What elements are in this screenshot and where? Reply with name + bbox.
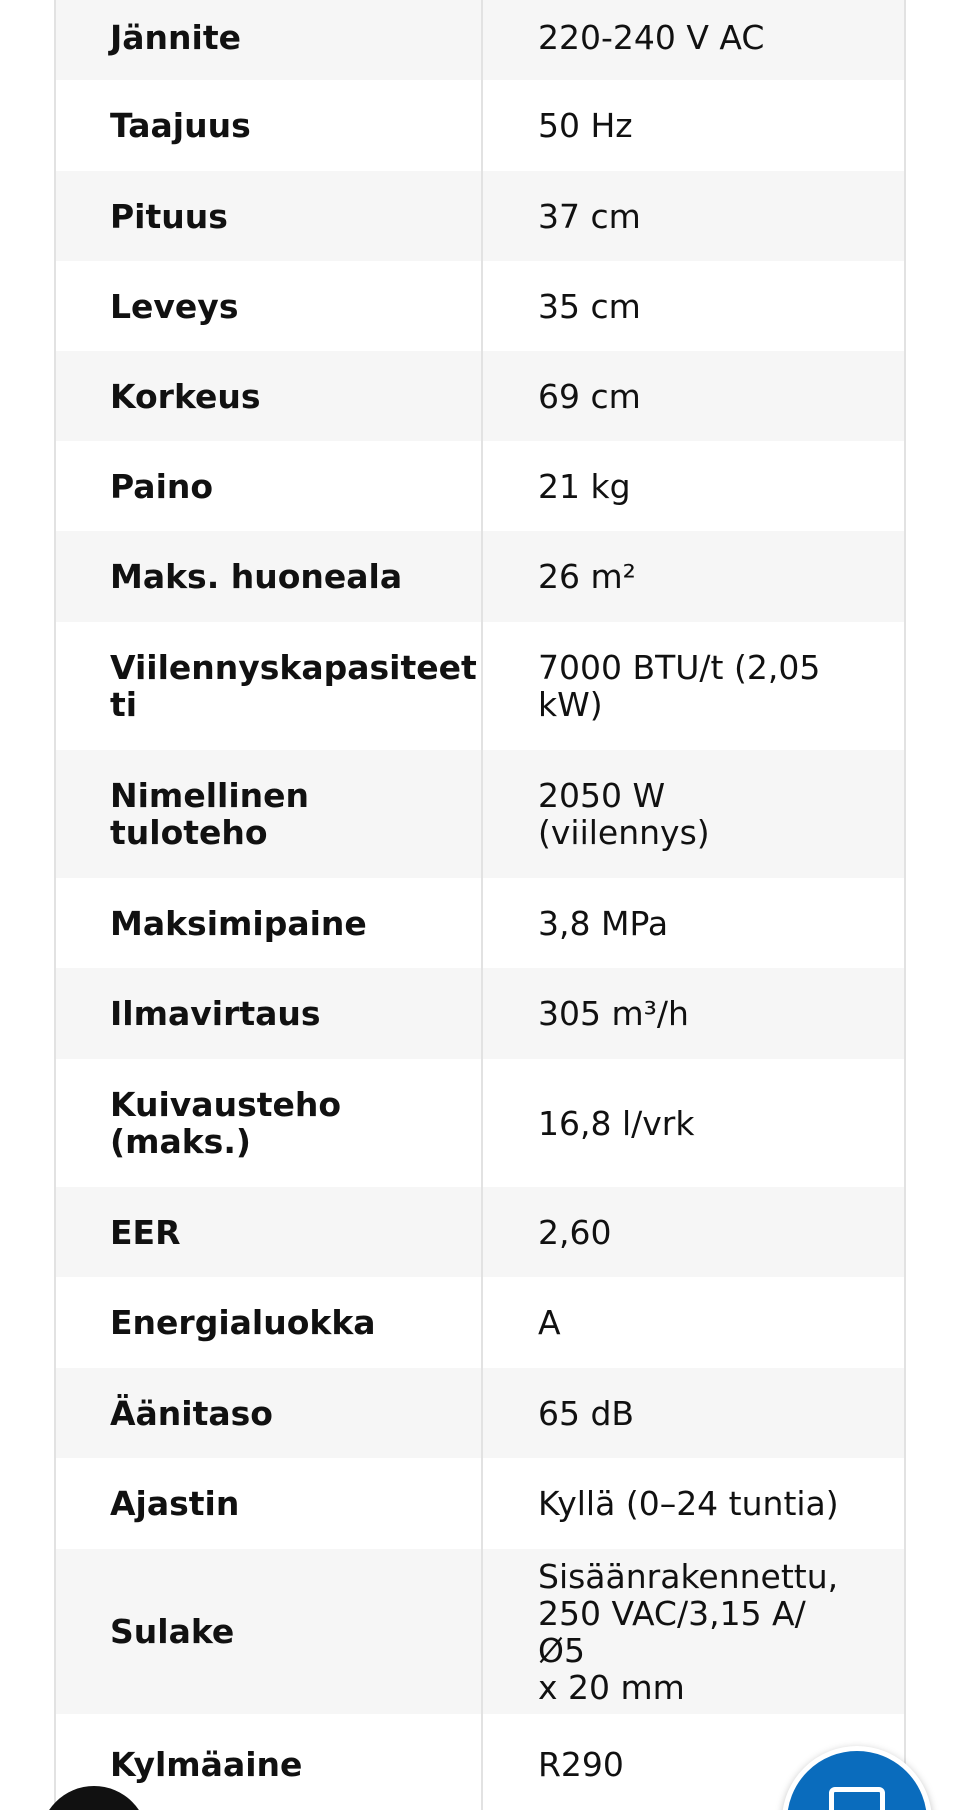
spec-value-line: Kyllä (0–24 tuntia) bbox=[538, 1484, 839, 1523]
spec-row bbox=[56, 968, 904, 1059]
spec-label bbox=[56, 878, 483, 968]
spec-value-line: 35 cm bbox=[538, 286, 641, 326]
spec-row bbox=[56, 1714, 904, 1810]
spec-row bbox=[56, 1059, 904, 1187]
spec-value-line: 305 m³/h bbox=[538, 994, 689, 1033]
spec-row bbox=[56, 622, 904, 750]
spec-label bbox=[56, 1059, 483, 1187]
spec-label-line: Kuivausteho bbox=[110, 1085, 342, 1124]
spec-value-line: 65 dB bbox=[538, 1393, 635, 1433]
spec-row bbox=[56, 351, 904, 441]
spec-value-line: 69 cm bbox=[538, 376, 641, 416]
spec-label-line: Korkeus bbox=[110, 376, 261, 416]
spec-value bbox=[483, 558, 904, 595]
spec-label-line: Kylmäaine bbox=[110, 1744, 303, 1784]
spec-value-line: 50 Hz bbox=[538, 106, 633, 145]
spec-value-line: x 20 mm bbox=[538, 1667, 685, 1707]
spec-row bbox=[56, 261, 904, 351]
spec-value bbox=[483, 198, 904, 235]
spec-value-line: 37 cm bbox=[538, 196, 641, 236]
spec-value bbox=[483, 1558, 904, 1706]
spec-label bbox=[56, 1277, 483, 1368]
spec-row bbox=[56, 171, 904, 261]
spec-row bbox=[56, 1368, 904, 1458]
spec-value-line: 26 m² bbox=[538, 557, 636, 596]
spec-label-line: tuloteho bbox=[110, 813, 268, 852]
spec-value bbox=[483, 19, 904, 56]
spec-label-line: (maks.) bbox=[110, 1122, 251, 1161]
spec-table bbox=[54, 0, 906, 1810]
spec-value-line: 3,8 MPa bbox=[538, 903, 669, 943]
spec-label bbox=[56, 622, 483, 750]
spec-value-line: 2050 W (viilennys) bbox=[538, 776, 710, 852]
spec-label bbox=[56, 750, 483, 878]
spec-label bbox=[56, 531, 483, 622]
spec-label-line: Taajuus bbox=[110, 106, 251, 145]
spec-value bbox=[483, 905, 904, 942]
spec-label bbox=[56, 1368, 483, 1458]
spec-label bbox=[56, 351, 483, 441]
spec-value bbox=[483, 1105, 904, 1142]
spec-row bbox=[56, 1549, 904, 1714]
spec-label-line: Maks. huoneala bbox=[110, 557, 403, 596]
spec-value bbox=[483, 777, 904, 851]
spec-row bbox=[56, 0, 904, 80]
spec-label bbox=[56, 171, 483, 261]
spec-row bbox=[56, 80, 904, 171]
spec-label-line: Äänitaso bbox=[110, 1393, 273, 1433]
chat-bubble-icon bbox=[829, 1787, 885, 1810]
spec-value bbox=[483, 288, 904, 325]
spec-row bbox=[56, 1458, 904, 1549]
spec-label bbox=[56, 261, 483, 351]
spec-row bbox=[56, 531, 904, 622]
spec-row bbox=[56, 1277, 904, 1368]
spec-label bbox=[56, 1187, 483, 1277]
spec-label-line: Paino bbox=[110, 466, 214, 506]
spec-value bbox=[483, 1395, 904, 1432]
spec-row bbox=[56, 878, 904, 968]
spec-label bbox=[56, 1458, 483, 1549]
spec-row bbox=[56, 441, 904, 531]
spec-label-line: Ajastin bbox=[110, 1484, 240, 1523]
spec-label-line: ti bbox=[110, 685, 138, 724]
spec-value-line: 16,8 l/vrk bbox=[538, 1103, 695, 1143]
spec-value bbox=[483, 378, 904, 415]
spec-label bbox=[56, 0, 483, 80]
spec-row bbox=[56, 750, 904, 878]
spec-value bbox=[483, 1485, 904, 1522]
spec-label-line: Sulake bbox=[110, 1612, 235, 1651]
spec-label bbox=[56, 1549, 483, 1714]
spec-value-line: 250 VAC/3,15 A/ Ø5 bbox=[538, 1593, 806, 1670]
spec-label-line: Viilennyskapasiteet bbox=[110, 648, 477, 687]
spec-label bbox=[56, 80, 483, 171]
spec-label-line: Nimellinen bbox=[110, 776, 309, 815]
spec-value bbox=[483, 1304, 904, 1341]
spec-label bbox=[56, 441, 483, 531]
spec-value-line: 220-240 V AC bbox=[538, 18, 765, 57]
spec-value bbox=[483, 468, 904, 505]
spec-value-line: Sisäänrakennettu, bbox=[538, 1556, 839, 1596]
spec-value bbox=[483, 1214, 904, 1251]
spec-value-line: kW) bbox=[538, 685, 603, 724]
spec-value bbox=[483, 649, 904, 723]
spec-value-line: 7000 BTU/t (2,05 bbox=[538, 648, 821, 687]
spec-label-line: Leveys bbox=[110, 286, 239, 326]
spec-label-line: Ilmavirtaus bbox=[110, 994, 321, 1033]
spec-value-line: 21 kg bbox=[538, 466, 631, 506]
spec-label-line: Energialuokka bbox=[110, 1303, 376, 1342]
spec-row bbox=[56, 1187, 904, 1277]
spec-value bbox=[483, 995, 904, 1032]
spec-label-line: Jännite bbox=[110, 18, 242, 57]
spec-value-line: 2,60 bbox=[538, 1212, 612, 1252]
spec-label-line: Maksimipaine bbox=[110, 903, 367, 943]
spec-label-line: EER bbox=[110, 1212, 181, 1252]
spec-value-line: A bbox=[538, 1303, 561, 1342]
spec-label-line: Pituus bbox=[110, 196, 228, 236]
spec-value bbox=[483, 107, 904, 144]
spec-value-line: R290 bbox=[538, 1744, 624, 1784]
spec-label bbox=[56, 968, 483, 1059]
